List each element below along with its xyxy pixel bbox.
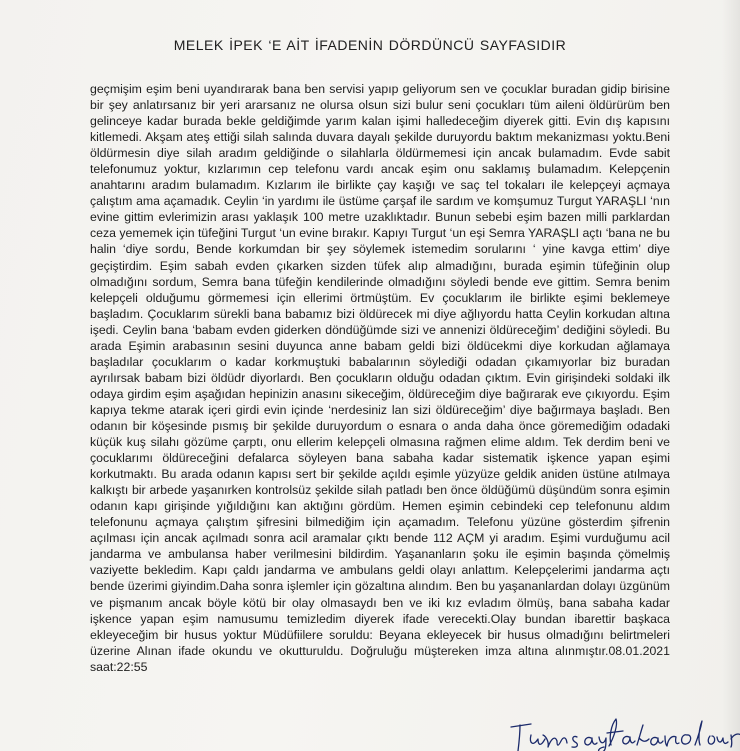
page-title: MELEK İPEK ‘E AİT İFADENİN DÖRDÜNCÜ SAYFASIDIR: [173, 37, 567, 53]
statement-body: [90, 81, 670, 675]
statement-paragraph: geçmişim eşim beni uyandırarak bana ben servisi yapıp geliyorum sen ve çocuklar buradan gidip birisine bir şey anlatırsanız bir yeri ararsanız ne olursa olsun sizi bulur seni çocukları tüm aileni öldürürüm ben gelinceye kadar burada bekle geldiğimde yarım kalan işimi halledeceğim diyerek gitti. Evin dış kapısını kitlemedi. Akşam ateş ettiği silah salında duvara dayalı şekilde duruyordu baktım mekanizması yoktu.Beni öldürmesin diye silah aradım geldiğinde o silahlarla öldürmemesi için ancak bulamadım. Evde sabit telefonumuz yoktur, kızlarımın cep telefonu vardı ancak eşim onu saklamış bulamadım. Kelepçenin anahtarını aradım bulamadım. Kızlarım ile birlikte çay kaşığı ve saç tel tokaları ile kelepçeyi açmaya çalıştım ama açamadık. Ceylin ‘in yardımı ile üstüme çarşaf ile sardım ve komşumuz Turgut YARAŞLI ‘nın evine gittim evlerimizin arası yaklaşık 100 metre uzaklıktadır. Bunun sebebi eşim bazen milli parklardan ceza yememek için tüfeğini Turgut ‘un evine bırakır. Kapıyı Turgut ‘un eşi Semra YARAŞLI açtı ‘bana ne bu halin ‘diye sordu, Bende korkumdan bir şey söylemek istemedim sorularını ‘ yine kavga ettim’ diye geçiştirdim. Eşim sabah evden çıkarken sizden tüfek alıp almadığını, burada eşimin tüfeğinin olup olmadığını sordum, Semra bana tüfeğin kendilerinde olmadığını söyledi bende eve gittim. Semra benim kelepçeli olduğumu görmemesi için ellerimi örtmüştüm. Ev çocuklarım ile birlikte eşimi beklemeye başladım. Çocuklarım sürekli bana babamız bizi öldürecek mi diye ağlıyordu hatta Ceylin korkudan altına işedi. Ceylin bana ‘babam evden giderken döndüğümde sizi ve annenizi öldüreceğim’ dediğini söyledi. Bu arada Eşimin arabasının sesini duyunca anne babam geldi bizi öldücekmi diye korkudan ağlamaya başladılar çocuklarım o kadar korkmuştuki babalarının söylediği odadan çıkamıyorlar biz buradan ayrılırsak babam bizi öldüdr diyorlardı. Ben çocukların olduğu odadan çıktım. Evin girişindeki soldaki ilk odaya girdim eşim aşağıdan hepinizin anasını sikeceğim, öldüreceğim diye bağırarak eve çıkıyordu. Eşim kapıya tekme atarak içeri girdi evin içinde ‘nerdesiniz lan sizi öldüreceğim’ diye bağırmaya başladı. Ben odanın bir köşesinde pısmış bir şekilde duruyordum o esnara o anda daha önce göremediğim odadaki küçük kuş silahı gözüme çarptı, onu ellerim kelepçeli olmasına rağmen elime aldım. Tek derdim beni ve çocuklarımı öldüreceğini defalarca söyleyen bana sabaha kadar sistematik işkence yapan eşimi korkutmaktı. Bu arada odanın kapısı sert bir şekilde açıldı eşimle yüzyüze geldik aniden üstüne atılmaya kalkıştı bir arbede yaşanırken kontrolsüz şekilde silah patladı ben önce öldüğümü düşündüm sonra eşimin odanın kapı girişinde yığıldığını kan aktığını gördüm. Hemen eşimin cebindeki cep telefonunu aldım telefonunu açmaya çalıştım şifresini bilmediğim için açamadım. Telefonu yüzüne gösterdim şifrenin açılması için ancak açılmadı sonra acil aramalar çıktı bende 112 AÇM yi aradım. Eşimi vurduğumu acil jandarma ve ambulansa haber verilmesini bildirdim. Yaşananların şoku ile eşimin başında çömelmiş vaziyette bekledim. Kapı çaldı jandarma ve ambulans geldi olayı anlattım. Kelepçelerimi jandarma açtı bende üzerimi giyindim.Daha sonra işlemler için gözaltına alındım. Ben bu yaşananlardan dolayı üzgünüm ve pişmanım ancak böyle kötü bir olay olmasaydı ben ve iki kız evladım ölmüş, bana sabaha kadar işkence yapan eşim namusumu temizledim diyerek ifade verecekti.Olay bundan ibarettir başkaca ekleyeceğim bir husus yoktur Müdüfiilere soruldu: Beyana ekleyecek bir husus olmadığını belirtmeleri üzerine Alınan ifade okundu ve okutturuldu. Doğruluğu müştereken imza altına alınmıştır.08.01.2021 saat:22:55: [90, 82, 670, 674]
page-edge-shadow: [722, 0, 740, 751]
handwritten-note: [505, 713, 740, 751]
